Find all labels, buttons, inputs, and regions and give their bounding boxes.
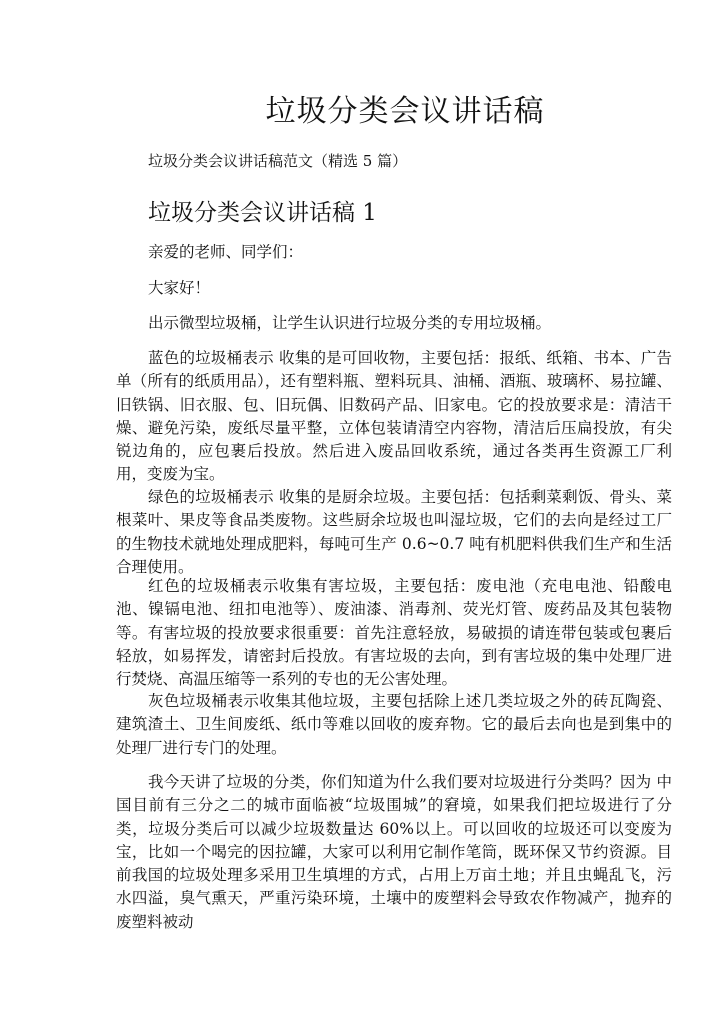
paragraph-blue-bin: 蓝色的垃圾桶表示 收集的是可回收物，主要包括：报纸、纸箱、书本、广告单（所有的纸质用品），还有塑料瓶、塑料玩具、油桶、酒瓶、玻璃杯、易拉罐、旧铁锅、旧衣服、包、旧玩偶、旧数码产品、旧家电。它的投放要求是：清洁干燥、避免污染，废纸尽量平整，立体包装请清空内容物，清洁后压扁投放，有尖锐边角的，应包裹后投放。然后进入废品回收系统，通过各类再生资源工厂利用，变废为宝。	[116, 349, 672, 484]
document-title: 垃圾分类会议讲话稿	[265, 94, 545, 129]
hello-line: 大家好！	[148, 279, 211, 297]
paragraph-green-bin: 绿色的垃圾桶表示 收集的是厨余垃圾。主要包括：包括剩菜剩饭、骨头、菜根菜叶、果皮等食品类废物。这些厨余垃圾也叫湿垃圾，它们的去向是经过工厂的生物技术就地处理成肥料，每吨可生产 0.6~0.7 吨有机肥料供我们生产和生活合理使用。	[116, 488, 672, 576]
section-title: 垃圾分类会议讲话稿 1	[148, 200, 377, 226]
paragraph-gray-bin: 灰色垃圾桶表示收集其他垃圾，主要包括除上述几类垃圾之外的砖瓦陶瓷、建筑渣土、卫生间废纸、纸巾等难以回收的废弃物。它的最后去向也是到集中的处理厂进行专门的处理。	[116, 692, 672, 757]
intro-line: 出示微型垃圾桶，让学生认识进行垃圾分类的专用垃圾桶。	[148, 314, 552, 332]
greeting: 亲爱的老师、同学们：	[148, 243, 304, 261]
paragraph-why-sort: 我今天讲了垃圾的分类，你们知道为什么我们要对垃圾进行分类吗？因为 中国目前有三分之二的城市面临被“垃圾围城”的窘境，如果我们把垃圾进行了分类，垃圾分类后可以减少垃圾数量达 60%以上。可以回收的垃圾还可以变废为宝，比如一个喝完的因拉罐，大家可以利用它制作笔筒，既环保又节约资源。目前我国的垃圾处理多采用卫生填埋的方式，占用上万亩土地；并且虫蝇乱飞，污水四溢，臭气熏天，严重污染环境，土壤中的废塑料会导致农作物减产，抛弃的废塑料被动	[116, 773, 672, 931]
document-subtitle: 垃圾分类会议讲话稿范文（精选 5 篇）	[148, 152, 408, 170]
paragraph-red-bin: 红色的垃圾桶表示收集有害垃圾，主要包括：废电池（充电电池、铅酸电池、镍镉电池、纽扣电池等）、废油漆、消毒剂、荧光灯管、废药品及其包装物等。有害垃圾的投放要求很重要：首先注意轻放，易破损的请连带包装或包裹后轻放，如易挥发，请密封后投放。有害垃圾的去向，到有害垃圾的集中处理厂进行焚烧、高温压缩等一系列的专也的无公害处理。	[116, 577, 672, 689]
